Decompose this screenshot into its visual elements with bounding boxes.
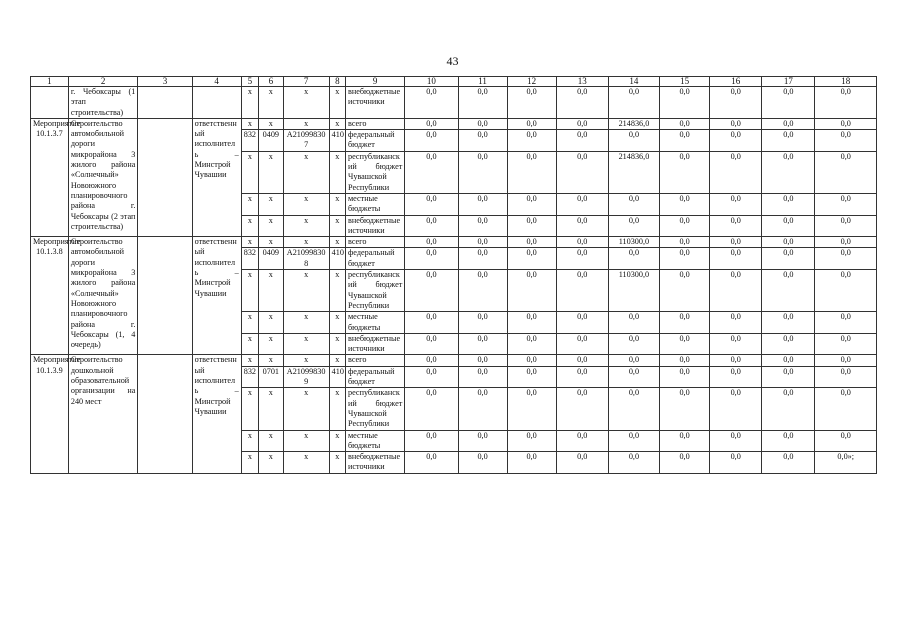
funding-source-cell: республиканский бюджет Чувашской Республики <box>346 270 405 312</box>
funding-source-cell: всего <box>346 237 405 248</box>
value-cell: 110300,0 <box>608 237 659 248</box>
code-type-cell: x <box>329 388 345 430</box>
value-cell: 0,0 <box>405 193 458 215</box>
value-cell: 0,0 <box>815 248 877 270</box>
code-grbs-cell: x <box>241 193 258 215</box>
column-number-header: 15 <box>660 77 710 87</box>
code-grbs-cell: x <box>241 215 258 237</box>
value-cell: 0,0 <box>815 87 877 119</box>
code-type-cell: x <box>329 270 345 312</box>
code-type-cell: x <box>329 312 345 334</box>
funding-source-cell: федеральный бюджет <box>346 248 405 270</box>
value-cell: 0,0 <box>405 312 458 334</box>
value-cell: 0,0 <box>710 452 762 474</box>
funding-source-cell: внебюджетные источники <box>346 87 405 119</box>
value-cell: 0,0 <box>608 87 659 119</box>
funding-source-cell: внебюджетные источники <box>346 452 405 474</box>
code-section-cell: x <box>259 333 284 355</box>
code-target-cell: x <box>283 270 329 312</box>
value-cell: 0,0 <box>710 130 762 152</box>
value-cell: 0,0 <box>608 388 659 430</box>
value-cell: 0,0 <box>660 333 710 355</box>
value-cell: 0,0 <box>815 366 877 388</box>
value-cell: 0,0 <box>507 333 556 355</box>
value-cell: 0,0 <box>507 130 556 152</box>
measure-id-cell: Мероприятие 10.1.3.9 <box>31 355 69 473</box>
code-type-cell: 410 <box>329 130 345 152</box>
value-cell: 0,0 <box>556 130 608 152</box>
value-cell: 0,0 <box>458 237 507 248</box>
value-cell: 0,0 <box>815 215 877 237</box>
code-target-cell: x <box>283 333 329 355</box>
value-cell: 0,0 <box>710 237 762 248</box>
value-cell: 0,0 <box>660 151 710 193</box>
code-type-cell: x <box>329 355 345 366</box>
value-cell: 0,0 <box>405 215 458 237</box>
value-cell: 0,0 <box>710 430 762 452</box>
code-section-cell: x <box>259 312 284 334</box>
value-cell: 0,0 <box>608 215 659 237</box>
code-section-cell: 0409 <box>259 130 284 152</box>
value-cell: 0,0 <box>556 270 608 312</box>
value-cell: 0,0 <box>458 452 507 474</box>
value-cell: 0,0 <box>608 430 659 452</box>
value-cell: 0,0 <box>405 118 458 129</box>
value-cell: 0,0 <box>660 87 710 119</box>
funding-source-cell: республиканский бюджет Чувашской Республики <box>346 388 405 430</box>
value-cell: 0,0 <box>815 151 877 193</box>
value-cell: 0,0 <box>815 388 877 430</box>
code-section-cell: x <box>259 452 284 474</box>
value-cell: 0,0 <box>405 430 458 452</box>
table-row <box>31 118 877 129</box>
column-number-header: 9 <box>346 77 405 87</box>
executor-cell: ответственный исполнитель – Минстрой Чувашии <box>192 237 241 355</box>
code-grbs-cell: 832 <box>241 130 258 152</box>
value-cell: 0,0 <box>556 312 608 334</box>
value-cell: 0,0 <box>710 248 762 270</box>
measure-id-cell: Мероприятие 10.1.3.7 <box>31 118 69 236</box>
value-cell: 0,0 <box>762 215 815 237</box>
value-cell: 0,0 <box>556 215 608 237</box>
value-cell: 0,0 <box>660 366 710 388</box>
value-cell: 0,0 <box>660 248 710 270</box>
budget-table <box>30 76 877 474</box>
value-cell: 0,0 <box>815 237 877 248</box>
funding-source-cell: всего <box>346 118 405 129</box>
column-number-header: 6 <box>259 77 284 87</box>
value-cell: 0,0 <box>608 355 659 366</box>
code-grbs-cell: x <box>241 270 258 312</box>
code-section-cell: x <box>259 355 284 366</box>
value-cell: 0,0 <box>458 388 507 430</box>
code-grbs-cell: 832 <box>241 366 258 388</box>
value-cell: 0,0 <box>762 312 815 334</box>
value-cell: 0,0 <box>762 130 815 152</box>
code-section-cell: x <box>259 193 284 215</box>
value-cell: 0,0 <box>556 430 608 452</box>
funding-source-cell: федеральный бюджет <box>346 366 405 388</box>
value-cell: 0,0 <box>660 388 710 430</box>
code-section-cell: 0701 <box>259 366 284 388</box>
value-cell: 0,0 <box>660 193 710 215</box>
value-cell: 0,0 <box>458 87 507 119</box>
column-3-cell <box>138 237 192 355</box>
column-number-header: 18 <box>815 77 877 87</box>
value-cell: 0,0 <box>458 248 507 270</box>
value-cell: 0,0 <box>815 118 877 129</box>
code-type-cell: 410 <box>329 248 345 270</box>
value-cell: 0,0 <box>458 333 507 355</box>
funding-source-cell: внебюджетные источники <box>346 215 405 237</box>
value-cell: 0,0 <box>762 452 815 474</box>
value-cell: 0,0 <box>762 388 815 430</box>
value-cell: 0,0 <box>556 248 608 270</box>
value-cell: 0,0 <box>710 193 762 215</box>
value-cell: 0,0 <box>507 270 556 312</box>
code-target-cell: x <box>283 312 329 334</box>
measure-title-cell: Строительство автомобильной дороги микрорайона 3 жилого района «Солнечный» Новоюжного планировочного района г. Чебоксары (1, 4 очередь) <box>68 237 138 355</box>
value-cell: 0,0 <box>815 355 877 366</box>
value-cell: 0,0 <box>710 355 762 366</box>
code-type-cell: x <box>329 193 345 215</box>
value-cell: 0,0 <box>762 355 815 366</box>
value-cell: 0,0 <box>507 355 556 366</box>
value-cell: 0,0 <box>608 452 659 474</box>
table-row <box>31 87 877 119</box>
code-section-cell: x <box>259 118 284 129</box>
column-3-cell <box>138 87 192 119</box>
value-cell: 0,0 <box>556 388 608 430</box>
value-cell: 0,0 <box>660 130 710 152</box>
value-cell: 0,0 <box>608 193 659 215</box>
code-target-cell: x <box>283 151 329 193</box>
value-cell: 0,0 <box>660 237 710 248</box>
code-grbs-cell: x <box>241 388 258 430</box>
value-cell: 0,0 <box>507 193 556 215</box>
code-section-cell: x <box>259 237 284 248</box>
value-cell: 214836,0 <box>608 118 659 129</box>
value-cell: 0,0 <box>458 355 507 366</box>
value-cell: 0,0 <box>762 193 815 215</box>
value-cell: 0,0 <box>458 366 507 388</box>
value-cell: 0,0 <box>762 248 815 270</box>
code-type-cell: x <box>329 237 345 248</box>
code-section-cell: x <box>259 215 284 237</box>
column-number-header: 7 <box>283 77 329 87</box>
code-section-cell: x <box>259 388 284 430</box>
code-section-cell: x <box>259 87 284 119</box>
value-cell: 0,0 <box>710 215 762 237</box>
value-cell: 0,0 <box>556 355 608 366</box>
value-cell: 0,0 <box>608 130 659 152</box>
value-cell: 0,0 <box>815 312 877 334</box>
value-cell: 0,0 <box>507 118 556 129</box>
value-cell: 0,0 <box>405 87 458 119</box>
value-cell: 0,0 <box>608 366 659 388</box>
value-cell: 0,0 <box>762 118 815 129</box>
value-cell: 0,0 <box>405 452 458 474</box>
value-cell: 0,0 <box>405 237 458 248</box>
code-target-cell: x <box>283 215 329 237</box>
code-grbs-cell: x <box>241 355 258 366</box>
measure-title-cell: Строительство автомобильной дороги микрорайона 3 жилого района «Солнечный» Новоюжного планировочного района г. Чебоксары (2 этап строительства) <box>68 118 138 236</box>
funding-source-cell: всего <box>346 355 405 366</box>
value-cell: 0,0 <box>660 452 710 474</box>
value-cell: 0,0 <box>815 130 877 152</box>
table-row <box>31 355 877 366</box>
value-cell: 0,0 <box>405 333 458 355</box>
value-cell: 0,0 <box>405 355 458 366</box>
code-type-cell: x <box>329 215 345 237</box>
value-cell: 0,0 <box>405 248 458 270</box>
funding-source-cell: федеральный бюджет <box>346 130 405 152</box>
column-number-header: 12 <box>507 77 556 87</box>
code-target-cell: А210998307 <box>283 130 329 152</box>
value-cell: 0,0 <box>507 237 556 248</box>
column-number-header: 3 <box>138 77 192 87</box>
value-cell: 0,0 <box>458 312 507 334</box>
column-number-header: 4 <box>192 77 241 87</box>
code-target-cell: x <box>283 237 329 248</box>
funding-source-cell: местные бюджеты <box>346 430 405 452</box>
value-cell: 214836,0 <box>608 151 659 193</box>
value-cell: 0,0 <box>556 118 608 129</box>
code-grbs-cell: x <box>241 87 258 119</box>
header-row <box>31 77 877 87</box>
value-cell: 0,0»; <box>815 452 877 474</box>
column-number-header: 1 <box>31 77 69 87</box>
value-cell: 0,0 <box>405 366 458 388</box>
value-cell: 0,0 <box>507 366 556 388</box>
executor-cell <box>192 87 241 119</box>
value-cell: 0,0 <box>507 452 556 474</box>
code-target-cell: x <box>283 452 329 474</box>
code-type-cell: x <box>329 118 345 129</box>
value-cell: 0,0 <box>507 312 556 334</box>
measure-title-cell: г. Чебоксары (1 этап строительства) <box>68 87 138 119</box>
value-cell: 0,0 <box>710 312 762 334</box>
code-grbs-cell: x <box>241 430 258 452</box>
value-cell: 0,0 <box>608 333 659 355</box>
value-cell: 0,0 <box>507 87 556 119</box>
value-cell: 0,0 <box>762 333 815 355</box>
value-cell: 0,0 <box>458 118 507 129</box>
code-grbs-cell: x <box>241 452 258 474</box>
value-cell: 0,0 <box>710 333 762 355</box>
code-section-cell: x <box>259 151 284 193</box>
value-cell: 0,0 <box>762 430 815 452</box>
value-cell: 0,0 <box>556 333 608 355</box>
value-cell: 0,0 <box>507 151 556 193</box>
column-number-header: 2 <box>68 77 138 87</box>
code-grbs-cell: x <box>241 151 258 193</box>
code-target-cell: А210998309 <box>283 366 329 388</box>
measure-id-cell: Мероприятие 10.1.3.8 <box>31 237 69 355</box>
code-section-cell: x <box>259 430 284 452</box>
measure-id-cell <box>31 87 69 119</box>
value-cell: 0,0 <box>608 312 659 334</box>
value-cell: 0,0 <box>660 118 710 129</box>
value-cell: 0,0 <box>710 151 762 193</box>
page-number: 43 <box>446 54 459 68</box>
value-cell: 0,0 <box>405 270 458 312</box>
column-number-header: 8 <box>329 77 345 87</box>
value-cell: 0,0 <box>556 151 608 193</box>
value-cell: 0,0 <box>556 452 608 474</box>
code-target-cell: x <box>283 87 329 119</box>
code-target-cell: x <box>283 193 329 215</box>
value-cell: 0,0 <box>458 215 507 237</box>
value-cell: 0,0 <box>458 130 507 152</box>
funding-source-cell: местные бюджеты <box>346 312 405 334</box>
value-cell: 0,0 <box>762 270 815 312</box>
value-cell: 0,0 <box>458 151 507 193</box>
code-type-cell: 410 <box>329 366 345 388</box>
funding-source-cell: внебюджетные источники <box>346 333 405 355</box>
measure-title-cell: Строительство дошкольной образовательной организации на 240 мест <box>68 355 138 473</box>
value-cell: 0,0 <box>608 248 659 270</box>
column-number-header: 10 <box>405 77 458 87</box>
column-number-header: 16 <box>710 77 762 87</box>
value-cell: 0,0 <box>710 118 762 129</box>
value-cell: 0,0 <box>762 366 815 388</box>
value-cell: 0,0 <box>458 430 507 452</box>
executor-cell: ответственный исполнитель – Минстрой Чувашии <box>192 355 241 473</box>
value-cell: 0,0 <box>660 430 710 452</box>
value-cell: 0,0 <box>556 193 608 215</box>
code-target-cell: А210998308 <box>283 248 329 270</box>
column-number-header: 5 <box>241 77 258 87</box>
column-3-cell <box>138 355 192 473</box>
value-cell: 0,0 <box>458 193 507 215</box>
column-number-header: 11 <box>458 77 507 87</box>
value-cell: 0,0 <box>507 388 556 430</box>
code-target-cell: x <box>283 355 329 366</box>
value-cell: 0,0 <box>660 215 710 237</box>
value-cell: 110300,0 <box>608 270 659 312</box>
value-cell: 0,0 <box>710 270 762 312</box>
value-cell: 0,0 <box>405 388 458 430</box>
value-cell: 0,0 <box>458 270 507 312</box>
value-cell: 0,0 <box>815 333 877 355</box>
value-cell: 0,0 <box>556 366 608 388</box>
code-grbs-cell: x <box>241 118 258 129</box>
column-number-header: 14 <box>608 77 659 87</box>
value-cell: 0,0 <box>660 355 710 366</box>
value-cell: 0,0 <box>710 87 762 119</box>
value-cell: 0,0 <box>815 430 877 452</box>
code-target-cell: x <box>283 388 329 430</box>
code-grbs-cell: x <box>241 312 258 334</box>
executor-cell: ответственный исполнитель – Минстрой Чувашии <box>192 118 241 236</box>
code-grbs-cell: x <box>241 237 258 248</box>
value-cell: 0,0 <box>556 87 608 119</box>
column-number-header: 17 <box>762 77 815 87</box>
value-cell: 0,0 <box>710 366 762 388</box>
code-type-cell: x <box>329 452 345 474</box>
value-cell: 0,0 <box>507 248 556 270</box>
code-type-cell: x <box>329 333 345 355</box>
code-type-cell: x <box>329 151 345 193</box>
value-cell: 0,0 <box>762 151 815 193</box>
code-type-cell: x <box>329 430 345 452</box>
code-grbs-cell: 832 <box>241 248 258 270</box>
value-cell: 0,0 <box>815 270 877 312</box>
value-cell: 0,0 <box>556 237 608 248</box>
value-cell: 0,0 <box>507 215 556 237</box>
code-target-cell: x <box>283 430 329 452</box>
value-cell: 0,0 <box>507 430 556 452</box>
funding-source-cell: местные бюджеты <box>346 193 405 215</box>
value-cell: 0,0 <box>405 130 458 152</box>
value-cell: 0,0 <box>405 151 458 193</box>
value-cell: 0,0 <box>710 388 762 430</box>
value-cell: 0,0 <box>762 87 815 119</box>
code-type-cell: x <box>329 87 345 119</box>
code-section-cell: x <box>259 270 284 312</box>
code-grbs-cell: x <box>241 333 258 355</box>
table-row <box>31 237 877 248</box>
value-cell: 0,0 <box>762 237 815 248</box>
funding-source-cell: республиканский бюджет Чувашской Республики <box>346 151 405 193</box>
column-3-cell <box>138 118 192 236</box>
column-number-header: 13 <box>556 77 608 87</box>
value-cell: 0,0 <box>660 312 710 334</box>
value-cell: 0,0 <box>660 270 710 312</box>
code-section-cell: 0409 <box>259 248 284 270</box>
value-cell: 0,0 <box>815 193 877 215</box>
code-target-cell: x <box>283 118 329 129</box>
